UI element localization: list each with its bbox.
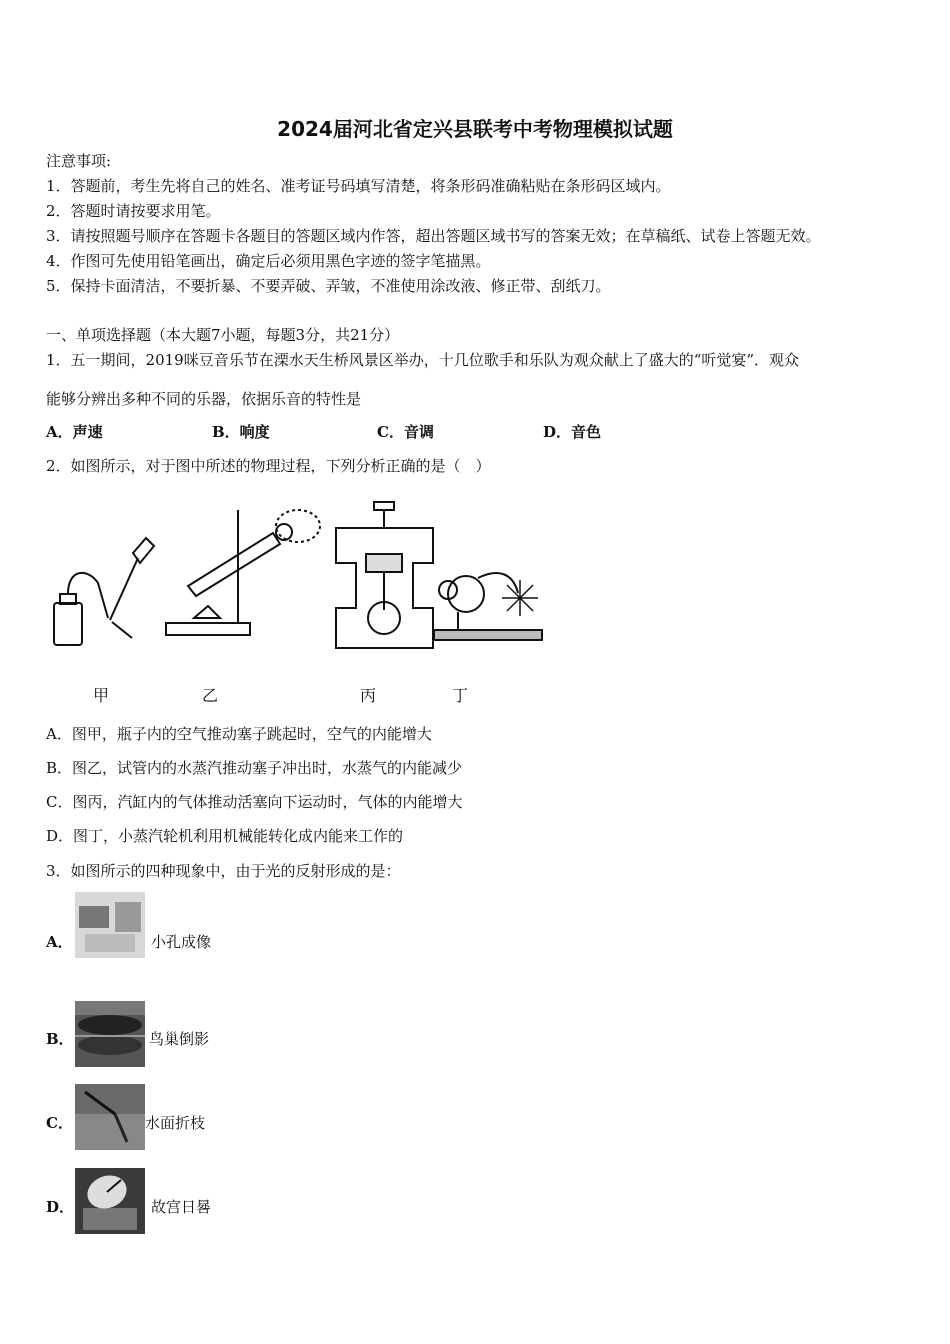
q1-option-d: D．音色 <box>543 423 602 441</box>
notice-item-3: 3．请按照题号顺序在答题卡各题目的答题区域内作答，超出答题区域书写的答案无效；在草稿纸、试卷上答题无效。 <box>46 227 821 245</box>
pinhole-image-photo <box>75 892 145 958</box>
q2-option-a: A．图甲，瓶子内的空气推动塞子跳起时，空气的内能增大 <box>46 725 432 743</box>
figure-bing-engine <box>336 502 433 648</box>
notice-item-1: 1．答题前，考生先将自己的姓名、准考证号码填写清楚，将条形码准确粘贴在条形码区域内。 <box>46 177 671 195</box>
page-title: 2024届河北省定兴县联考中考物理模拟试题 <box>277 117 673 141</box>
q1-option-b: B．响度 <box>212 423 270 441</box>
q2-option-b: B．图乙，试管内的水蒸汽推动塞子冲出时，水蒸气的内能减少 <box>46 759 463 777</box>
q3-option-b-text: 鸟巢倒影 <box>149 1030 210 1048</box>
birds-nest-reflection-photo <box>75 1001 145 1067</box>
bent-twig-photo <box>75 1084 145 1150</box>
caption-yi: 乙 <box>202 686 219 705</box>
q1-option-c: C．音调 <box>377 423 434 441</box>
sundial-photo <box>75 1168 145 1234</box>
q3-option-a-label: A． <box>46 933 73 951</box>
section-heading: 一、单项选择题（本大题7小题，每题3分，共21分） <box>46 326 400 344</box>
q3-option-a-text: 小孔成像 <box>151 933 212 951</box>
figure-jia-bottle-pump <box>54 538 154 645</box>
q3-option-b-label: B． <box>46 1030 74 1048</box>
q3-option-d-text: 故宫日晷 <box>151 1198 212 1216</box>
caption-ding: 丁 <box>452 686 469 705</box>
q2-option-c: C．图丙，汽缸内的气体推动活塞向下运动时，气体的内能增大 <box>46 793 463 811</box>
notice-item-2: 2．答题时请按要求用笔。 <box>46 202 221 220</box>
q1-stem-line1: 1．五一期间，2019咪豆音乐节在溧水天生桥风景区举办，十几位歌手和乐队为观众献上了盛大的“听觉宴”．观众 <box>46 351 800 369</box>
caption-bing: 丙 <box>360 686 377 705</box>
caption-jia: 甲 <box>93 686 110 705</box>
notice-item-4: 4．作图可先使用铅笔画出，确定后必须用黑色字迹的签字笔描黑。 <box>46 252 491 270</box>
q3-stem: 3．如图所示的四种现象中，由于光的反射形成的是： <box>46 862 401 880</box>
q2-option-d: D．图丁，小蒸汽轮机利用机械能转化成内能来工作的 <box>46 827 404 845</box>
q3-option-d-label: D． <box>46 1198 75 1216</box>
notice-item-5: 5．保持卡面清洁，不要折暴、不要弄破、弄皱，不准使用涂改液、修正带、刮纸刀。 <box>46 277 611 295</box>
q2-figure <box>48 498 548 658</box>
q1-option-a: A．声速 <box>46 423 103 441</box>
q1-stem-line2: 能够分辨出多种不同的乐器，依据乐音的特性是 <box>46 390 362 408</box>
q3-option-c-text: 水面折枝 <box>145 1114 206 1132</box>
q3-option-c-label: C． <box>46 1114 73 1132</box>
figure-yi-test-tube <box>166 510 320 635</box>
q2-stem: 2．如图所示，对于图中所述的物理过程，下列分析正确的是（ ） <box>46 457 491 475</box>
figure-ding-turbine <box>434 573 542 640</box>
notice-heading: 注意事项: <box>46 152 112 170</box>
